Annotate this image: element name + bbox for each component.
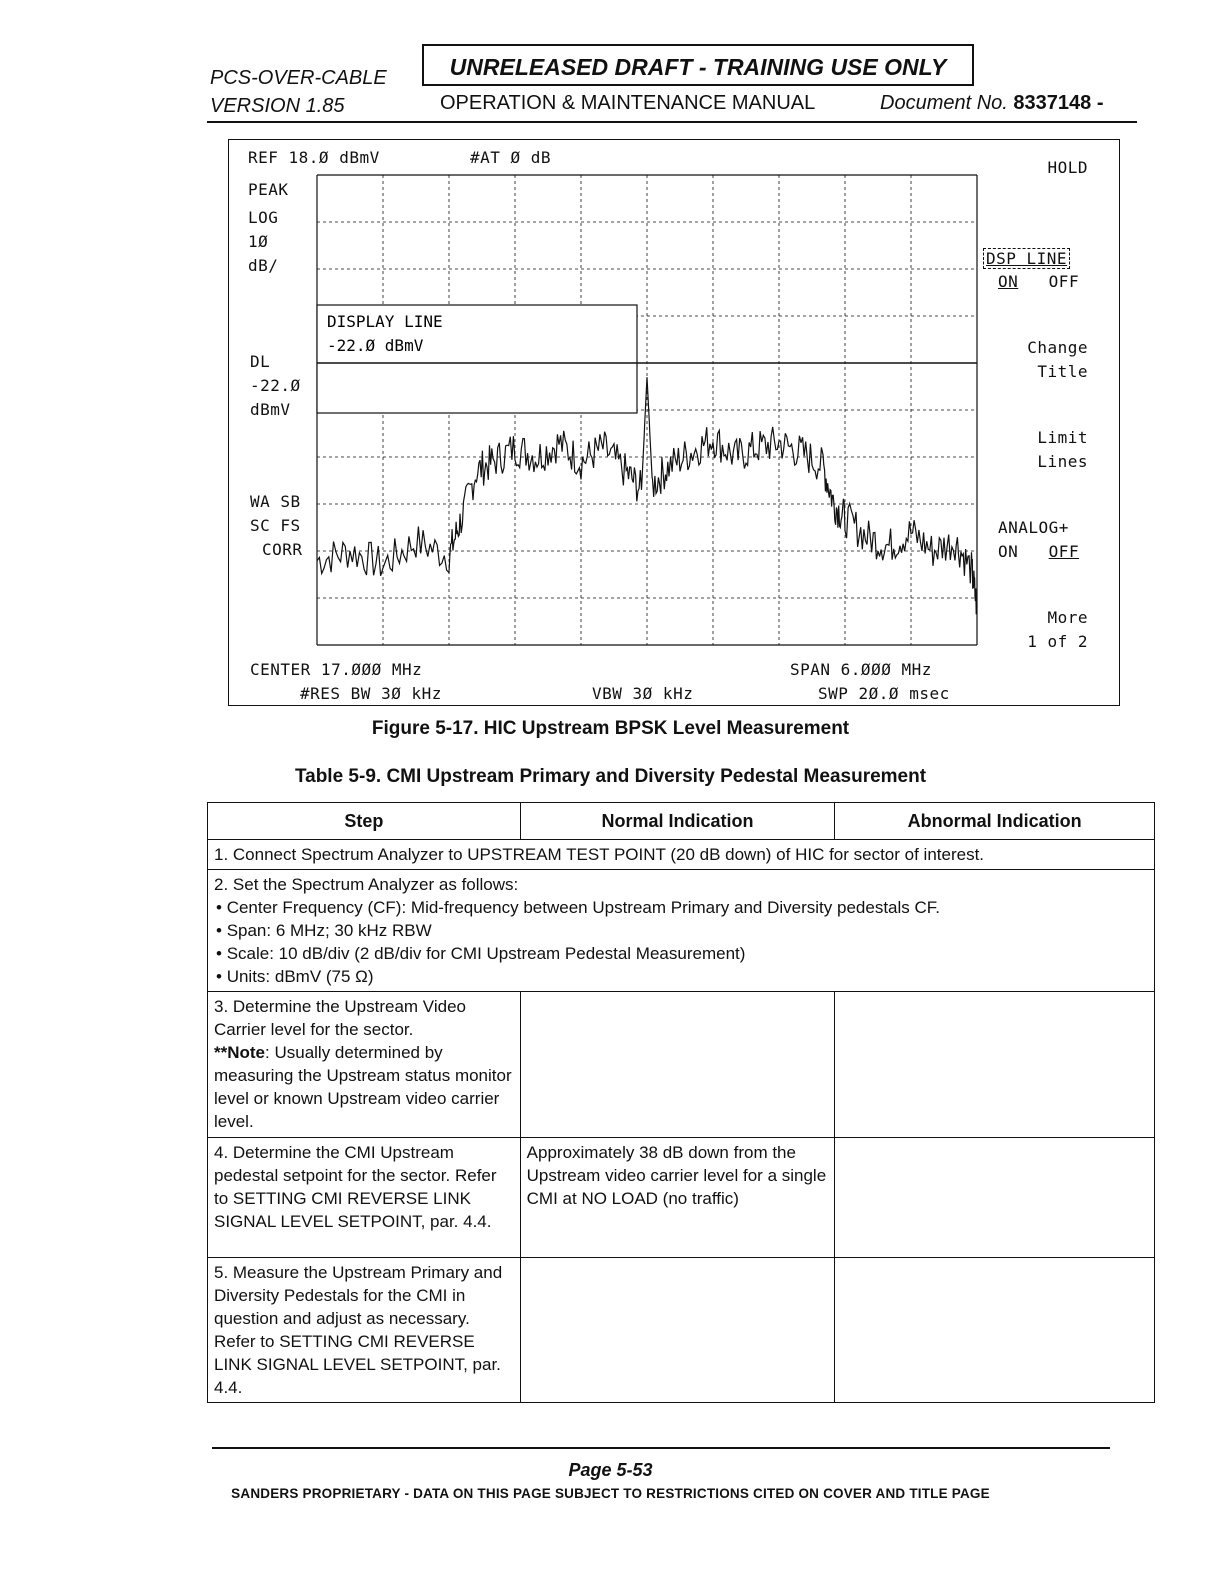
softkey-lines[interactable]: Lines [1037, 452, 1088, 471]
display-line-title: DISPLAY LINE [327, 312, 443, 331]
bullet-scale: Scale: 10 dB/div (2 dB/div for CMI Upstream Pedestal Measurement) [226, 944, 746, 963]
step-2-intro: 2. Set the Spectrum Analyzer as follows: [214, 875, 519, 894]
list-item: • Center Frequency (CF): Mid-frequency between Upstream Primary and Diversity pedestals CF. [216, 898, 940, 917]
softkey-analog[interactable]: ANALOG+ [998, 518, 1069, 537]
header-abnormal: Abnormal Indication [835, 803, 1155, 840]
video-bandwidth: VBW 3Ø kHz [592, 684, 694, 703]
softkey-dsp-state[interactable] [998, 272, 1079, 291]
scale-unit: dB/ [248, 256, 279, 275]
softkey-limit[interactable]: Limit [1037, 428, 1088, 447]
softkey-title[interactable]: Title [1037, 362, 1088, 381]
table-caption: Table 5-9. CMI Upstream Primary and Diversity Pedestal Measurement [294, 766, 927, 787]
softkey-change[interactable]: Change [1027, 338, 1088, 357]
table-row [208, 1138, 1155, 1258]
softkey-analog-state[interactable] [998, 542, 1079, 561]
proprietary-notice: SANDERS PROPRIETARY - DATA ON THIS PAGE SUBJECT TO RESTRICTIONS CITED ON COVER AND TITLE PAGE [231, 1486, 990, 1501]
dsp-off: OFF [1048, 272, 1080, 291]
step-3-abnormal [835, 992, 1155, 1138]
draft-banner: UNRELEASED DRAFT - TRAINING USE ONLY [422, 44, 974, 86]
figure-caption: Figure 5-17. HIC Upstream BPSK Level Measurement [371, 718, 850, 739]
step-3 [208, 992, 521, 1138]
document-id: 8337148 - [1013, 92, 1104, 114]
header-step: Step [208, 803, 521, 840]
table-row [208, 840, 1155, 870]
step-3-text: 3. Determine the Upstream Video Carrier level for the sector. [214, 997, 466, 1039]
dsp-on: ON [998, 272, 1019, 291]
product-name: PCS-OVER-CABLE [210, 67, 387, 89]
step-4-abnormal [835, 1138, 1155, 1258]
span: SPAN 6.ØØØ MHz [790, 660, 932, 679]
step-3-normal [520, 992, 835, 1138]
header-normal: Normal Indication [520, 803, 835, 840]
ref-level: REF 18.Ø dBmV [248, 148, 380, 167]
attenuation: #AT Ø dB [470, 148, 552, 167]
center-frequency: CENTER 17.ØØØ MHz [250, 660, 423, 679]
sweep-time: SWP 2Ø.Ø msec [818, 684, 950, 703]
bullet-span: Span: 6 MHz; 30 kHz RBW [226, 921, 432, 940]
manual-title: OPERATION & MAINTENANCE MANUAL [440, 92, 816, 114]
step-4: 4. Determine the CMI Upstream pedestal setpoint for the sector. Refer to SETTING CMI REVERSE LINK SIGNAL LEVEL SETPOINT, par. 4.4. [208, 1138, 521, 1258]
table-row [208, 870, 1155, 992]
scale-number: 1Ø [248, 232, 269, 251]
list-item: • Span: 6 MHz; 30 kHz RBW [216, 921, 432, 940]
header-rule [207, 121, 1137, 123]
step-2 [208, 870, 1155, 992]
list-item: • Units: dBmV (75 Ω) [216, 967, 374, 986]
detector-label: PEAK [248, 180, 289, 199]
list-item: • Scale: 10 dB/div (2 dB/div for CMI Upstream Pedestal Measurement) [216, 944, 746, 963]
dl-value: -22.Ø [250, 376, 301, 395]
sc-fs-label: SC FS [250, 516, 301, 535]
bullet-units: Units: dBmV (75 Ω) [226, 967, 374, 986]
note-label: **Note [214, 1043, 266, 1062]
resolution-bandwidth: #RES BW 3Ø kHz [300, 684, 442, 703]
display-line-value: -22.Ø dBmV [327, 336, 424, 355]
analog-on: ON [998, 542, 1019, 561]
step-4-normal: Approximately 38 dB down from the Upstream video carrier level for a single CMI at NO LOAD (no traffic) [520, 1138, 835, 1258]
bullet-center-frequency: Center Frequency (CF): Mid-frequency between Upstream Primary and Diversity pedestals CF. [226, 898, 940, 917]
softkey-hold[interactable]: HOLD [1047, 158, 1088, 177]
table-row [208, 992, 1155, 1138]
table-row [208, 1258, 1155, 1403]
log-label: LOG [248, 208, 279, 227]
corr-label: CORR [262, 540, 303, 559]
dl-label: DL [250, 352, 271, 371]
step-5: 5. Measure the Upstream Primary and Diversity Pedestals for the CMI in question and adjust as necessary. Refer to SETTING CMI REVERSE LINK SIGNAL LEVEL SETPOINT, par. 4.4. [208, 1258, 521, 1403]
spectrum-plot [300, 165, 990, 655]
softkey-dsp-line[interactable]: DSP LINE [983, 248, 1070, 269]
document-number [880, 92, 1103, 115]
table-header-row [208, 803, 1155, 840]
document-label: Document No. [880, 92, 1008, 114]
step-1: 1. Connect Spectrum Analyzer to UPSTREAM TEST POINT (20 dB down) of HIC for sector of interest. [208, 840, 1155, 870]
step-5-normal [520, 1258, 835, 1403]
softkey-page: 1 of 2 [1027, 632, 1088, 651]
wa-sb-label: WA SB [250, 492, 301, 511]
analog-off: OFF [1048, 542, 1080, 561]
softkey-more[interactable]: More [1047, 608, 1088, 627]
step-3-note [214, 1041, 514, 1133]
dl-unit: dBmV [250, 400, 291, 419]
step-5-abnormal [835, 1258, 1155, 1403]
procedure-table [207, 802, 1155, 1403]
note-text: : Usually determined by measuring the Upstream status monitor level or known Upstream video carrier level. [214, 1043, 512, 1131]
page-number: Page 5-53 [568, 1460, 653, 1480]
product-version: VERSION 1.85 [210, 95, 345, 117]
footer-rule [212, 1447, 1110, 1449]
